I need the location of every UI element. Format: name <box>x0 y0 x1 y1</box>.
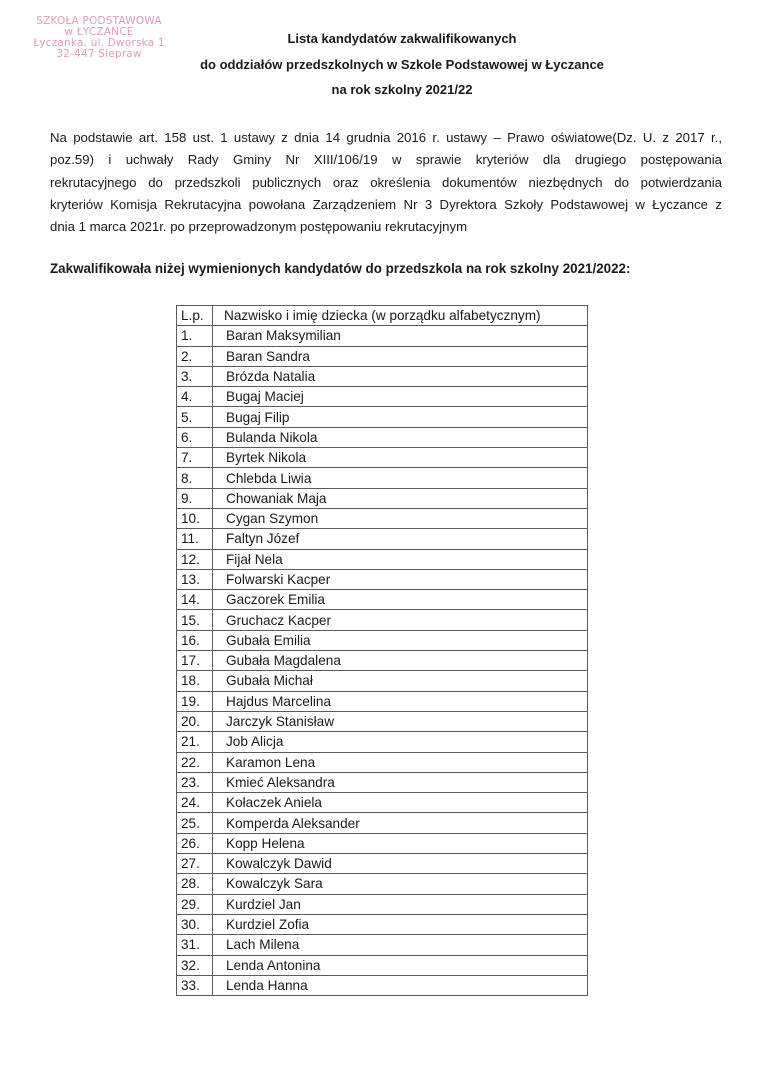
child-name: Jarczyk Stanisław <box>213 711 588 731</box>
table-row <box>177 569 588 589</box>
column-header-name: Nazwisko i imię dziecka (w porządku alfabetycznym) <box>213 306 588 326</box>
child-name: Kołaczek Aniela <box>213 793 588 813</box>
column-header-number: L.p. <box>177 306 213 326</box>
child-name: Gubała Michał <box>213 671 588 691</box>
table-body <box>177 326 588 996</box>
table-row <box>177 448 588 468</box>
child-name: Hajdus Marcelina <box>213 691 588 711</box>
row-number: 26. <box>177 833 213 853</box>
table-row <box>177 387 588 407</box>
row-number: 3. <box>177 366 213 386</box>
row-number: 33. <box>177 975 213 995</box>
table-row <box>177 326 588 346</box>
table-row <box>177 671 588 691</box>
stamp-line: 32-447 Siepraw <box>56 48 142 60</box>
table-row <box>177 711 588 731</box>
intro-line: poz.59) i uchwały Rady Gminy Nr XIII/106/19 w sprawie kryteriów dla drugiego postępowania <box>50 152 722 168</box>
table-row <box>177 427 588 447</box>
table-row <box>177 590 588 610</box>
child-name: Fijał Nela <box>213 549 588 569</box>
child-name: Job Alicja <box>213 732 588 752</box>
table-row <box>177 488 588 508</box>
row-number: 14. <box>177 590 213 610</box>
row-number: 23. <box>177 772 213 792</box>
row-number: 24. <box>177 793 213 813</box>
table-row <box>177 975 588 995</box>
table-row <box>177 914 588 934</box>
intro-line: rekrutacyjnego do przedszkoli publicznych oraz określenia dokumentów niezbędnych do potwierdzania <box>50 174 722 190</box>
table-row <box>177 610 588 630</box>
child-name: Byrtek Nikola <box>213 448 588 468</box>
row-number: 32. <box>177 955 213 975</box>
child-name: Bugaj Filip <box>213 407 588 427</box>
table-row <box>177 691 588 711</box>
table-row <box>177 854 588 874</box>
table-row <box>177 630 588 650</box>
child-name: Chowaniak Maja <box>213 488 588 508</box>
row-number: 18. <box>177 671 213 691</box>
document-title: Lista kandydatów zakwalifikowanych <box>287 31 517 46</box>
row-number: 4. <box>177 387 213 407</box>
table-row <box>177 549 588 569</box>
child-name: Lach Milena <box>213 935 588 955</box>
row-number: 7. <box>177 448 213 468</box>
row-number: 13. <box>177 569 213 589</box>
row-number: 10. <box>177 508 213 528</box>
table-row <box>177 366 588 386</box>
table-row <box>177 508 588 528</box>
table-row <box>177 874 588 894</box>
child-name: Baran Sandra <box>213 346 588 366</box>
child-name: Gruchacz Kacper <box>213 610 588 630</box>
row-number: 12. <box>177 549 213 569</box>
table-header-row <box>177 306 588 326</box>
row-number: 15. <box>177 610 213 630</box>
table-row <box>177 833 588 853</box>
row-number: 5. <box>177 407 213 427</box>
row-number: 6. <box>177 427 213 447</box>
table-row <box>177 772 588 792</box>
table-row <box>177 651 588 671</box>
child-name: Faltyn Józef <box>213 529 588 549</box>
table-row <box>177 529 588 549</box>
row-number: 27. <box>177 854 213 874</box>
child-name: Gaczorek Emilia <box>213 590 588 610</box>
school-year-title: na rok szkolny 2021/22 <box>331 82 473 97</box>
row-number: 25. <box>177 813 213 833</box>
row-number: 1. <box>177 326 213 346</box>
row-number: 9. <box>177 488 213 508</box>
child-name: Folwarski Kacper <box>213 569 588 589</box>
child-name: Brózda Natalia <box>213 366 588 386</box>
intro-line: dnia 1 marca 2021r. po przeprowadzonym postępowaniu rekrutacyjnym <box>50 219 468 235</box>
child-name: Kowalczyk Sara <box>213 874 588 894</box>
child-name: Bugaj Maciej <box>213 387 588 407</box>
child-name: Lenda Antonina <box>213 955 588 975</box>
child-name: Chlebda Liwia <box>213 468 588 488</box>
child-name: Komperda Aleksander <box>213 813 588 833</box>
table-row <box>177 813 588 833</box>
stamp-line: w ŁYCZANCE <box>64 26 134 38</box>
table-row <box>177 468 588 488</box>
child-name: Kmieć Aleksandra <box>213 772 588 792</box>
child-name: Kurdziel Zofia <box>213 914 588 934</box>
stamp-line: Łyczanka, ul. Dworska 1 <box>33 37 165 49</box>
row-number: 21. <box>177 732 213 752</box>
child-name: Bulanda Nikola <box>213 427 588 447</box>
row-number: 20. <box>177 711 213 731</box>
table-row <box>177 793 588 813</box>
child-name: Kurdziel Jan <box>213 894 588 914</box>
intro-line: kryteriów Komisja Rekrutacyjna powołana Zarządzeniem Nr 3 Dyrektora Szkoły Podstawowej w Łyczance z <box>50 196 722 212</box>
document-subtitle: do oddziałów przedszkolnych w Szkole Podstawowej w Łyczance <box>200 57 604 72</box>
row-number: 30. <box>177 914 213 934</box>
row-number: 28. <box>177 874 213 894</box>
row-number: 2. <box>177 346 213 366</box>
section-heading: Zakwalifikowała niżej wymienionych kandydatów do przedszkola na rok szkolny 2021/2022: <box>50 261 631 276</box>
child-name: Karamon Lena <box>213 752 588 772</box>
stamp-line: SZKOŁA PODSTAWOWA <box>36 15 162 27</box>
table-row <box>177 955 588 975</box>
child-name: Baran Maksymilian <box>213 326 588 346</box>
row-number: 31. <box>177 935 213 955</box>
table-row <box>177 894 588 914</box>
child-name: Cygan Szymon <box>213 508 588 528</box>
intro-line: Na podstawie art. 158 ust. 1 ustawy z dnia 14 grudnia 2016 r. ustawy – Prawo oświatowe(Dz. U. z 2017 r., <box>50 130 722 145</box>
row-number: 8. <box>177 468 213 488</box>
child-name: Gubała Emilia <box>213 630 588 650</box>
table-row <box>177 935 588 955</box>
table-row <box>177 752 588 772</box>
child-name: Kowalczyk Dawid <box>213 854 588 874</box>
intro-paragraph <box>50 127 722 238</box>
row-number: 16. <box>177 630 213 650</box>
child-name: Gubała Magdalena <box>213 651 588 671</box>
row-number: 11. <box>177 529 213 549</box>
table-row <box>177 732 588 752</box>
child-name: Kopp Helena <box>213 833 588 853</box>
row-number: 22. <box>177 752 213 772</box>
row-number: 19. <box>177 691 213 711</box>
table-row <box>177 407 588 427</box>
row-number: 17. <box>177 651 213 671</box>
candidates-table <box>176 305 588 996</box>
child-name: Lenda Hanna <box>213 975 588 995</box>
table-row <box>177 346 588 366</box>
row-number: 29. <box>177 894 213 914</box>
